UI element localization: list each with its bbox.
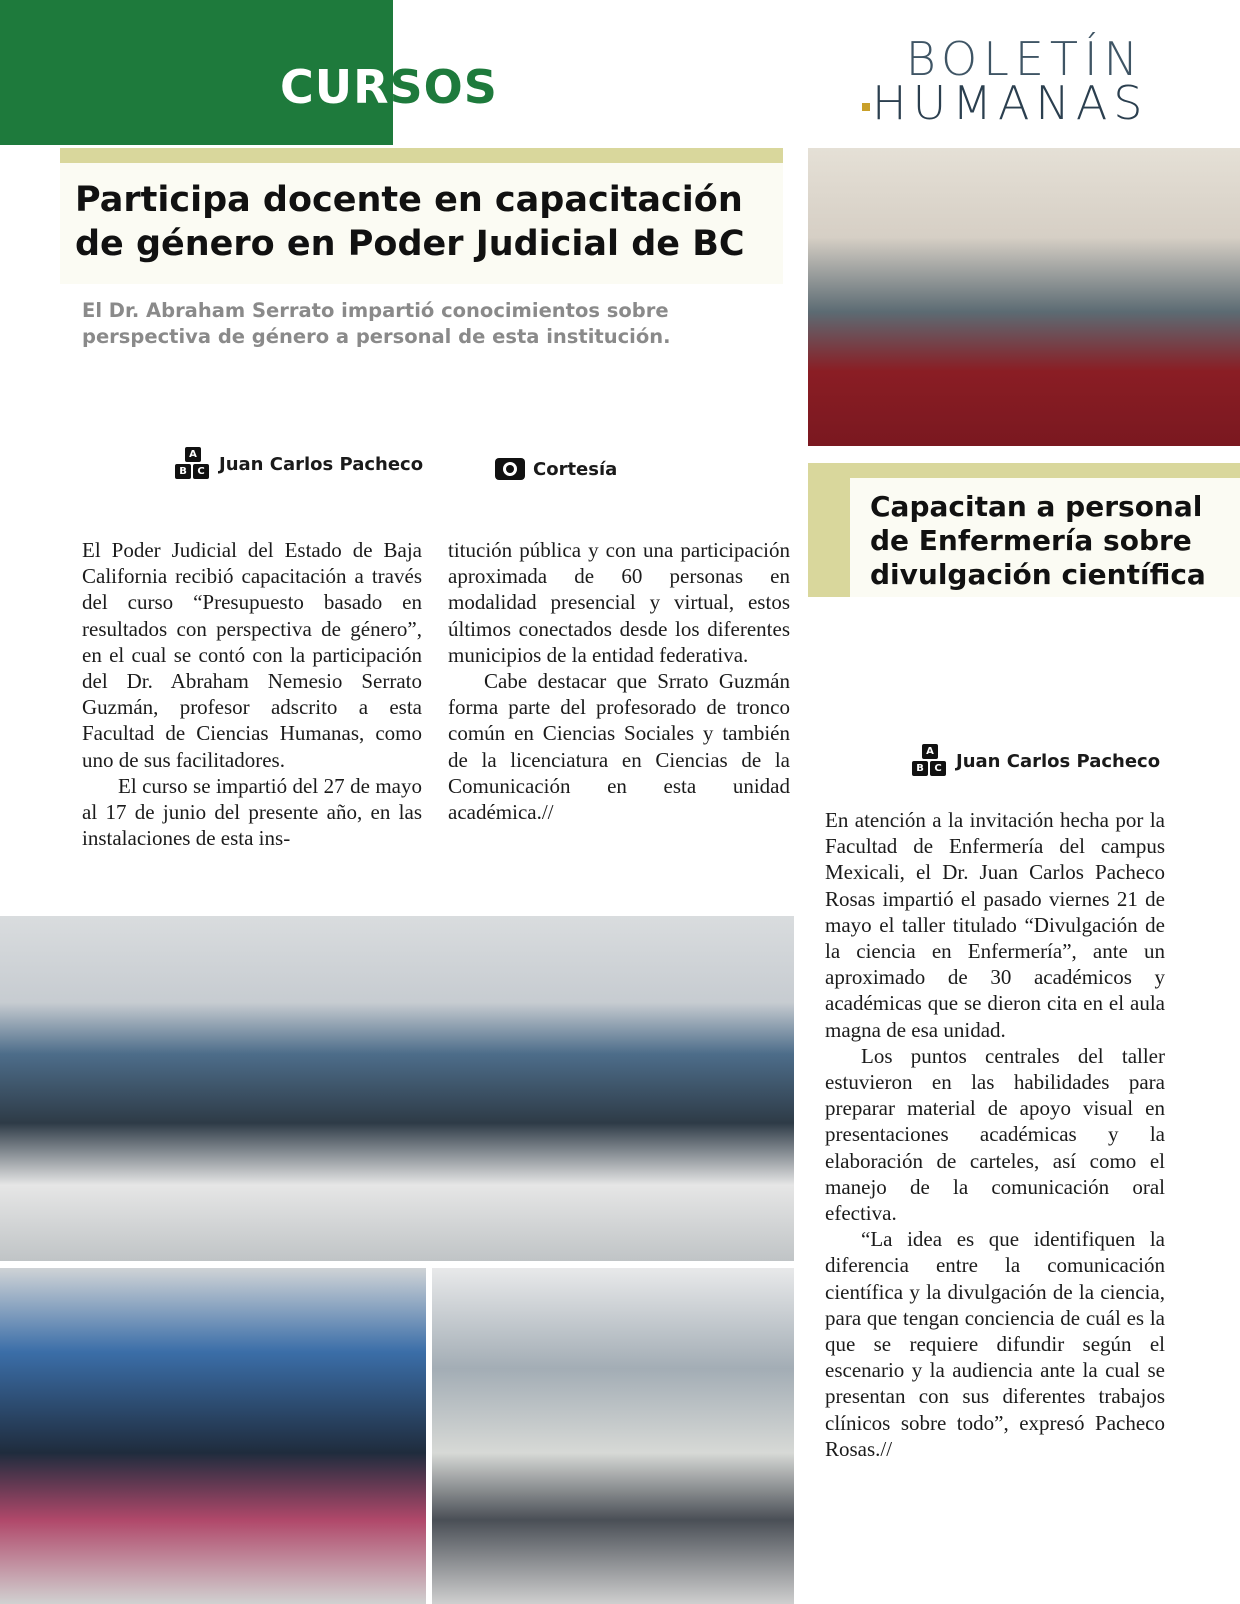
- article1-subhead: El Dr. Abraham Serrato impartió conocimientos sobre perspectiva de género a personal de esta institución.: [82, 299, 671, 348]
- article1-photo-credit: [495, 458, 617, 480]
- logo-line2-text: HUMANAS: [872, 76, 1149, 130]
- article1-col2-paragraph1: titución pública y con una participación aproximada de 60 personas en modalidad presencial y virtual, estos últimos conectados desde los diferentes municipios de la entidad federativa.: [448, 538, 790, 667]
- logo-line1: BOLETÍN: [905, 32, 1144, 86]
- article2-headline: Capacitan a personal de Enfermería sobre divulgación científica: [870, 490, 1206, 591]
- article1-column1: [82, 537, 422, 851]
- camera-icon: [495, 458, 525, 480]
- photo-certificates: [0, 1268, 426, 1604]
- article1-author-credit: [175, 447, 423, 481]
- article1-headline: Participa docente en capacitación de género en Poder Judicial de BC: [75, 180, 745, 264]
- article1-author: Juan Carlos Pacheco: [219, 453, 424, 475]
- publication-logo: [862, 30, 1172, 130]
- logo-accent-mark: [862, 103, 870, 111]
- abc-blocks-icon: A B C: [912, 744, 948, 778]
- article2-paragraph3: “La idea es que identifiquen la diferencia entre la comunicación científica y la divulgación de la ciencia, para que tengan conciencia de cuál es la que se requiere difundir según el escenario y la audiencia ante la cual se presentan con sus diferentes trabajos clínicos sobre todo”, expresó Pacheco Rosas.//: [825, 1227, 1165, 1461]
- group-photo-enfermeria: [808, 148, 1240, 446]
- group-photo-clausura: [0, 916, 794, 1261]
- section-title-part1: CUR: [280, 60, 390, 114]
- article1-column2: [448, 537, 790, 825]
- article1-col2-paragraph2: Cabe destacar que Srrato Guzmán forma parte del profesorado de tronco común en Ciencias Sociales y también de la licenciatura en Ciencias de la Comunicación en esta unidad académica.//: [448, 669, 790, 825]
- article2-author: Juan Carlos Pacheco: [956, 750, 1161, 772]
- article1-col1-paragraph2: El curso se impartió del 27 de mayo al 17 de junio del presente año, en las instalaciones de esta ins-: [82, 773, 422, 851]
- article2-paragraph1: En atención a la invitación hecha por la Facultad de Enfermería del campus Mexicali, el Dr. Juan Carlos Pacheco Rosas impartió el pasado viernes 21 de mayo el taller titulado “Divulgación de la ciencia en Enfermería”, ante un aproximado de 30 académicos y académicas que se dieron cita en el aula magna de esa unidad.: [825, 808, 1165, 1042]
- abc-blocks-icon: A B C: [175, 447, 211, 481]
- section-title: [280, 60, 498, 114]
- logo-line2: [862, 76, 1149, 130]
- article1-photo-credit-text: Cortesía: [533, 458, 618, 480]
- photo-speaker: [432, 1268, 794, 1604]
- article2-author-credit: [912, 744, 1160, 778]
- article2-column: [825, 807, 1165, 1462]
- article2-paragraph2: Los puntos centrales del taller estuvieron en las habilidades para preparar material de apoyo visual en presentaciones académicas y la elaboración de carteles, así como el manejo de la comunicación oral efectiva.: [825, 1043, 1165, 1226]
- section-title-part2: SOS: [389, 60, 498, 114]
- article1-col1-paragraph1: El Poder Judicial del Estado de Baja California recibió capacitación a través del curso “Presupuesto basado en resultados con perspectiva de género”, en el cual se contó con la participación del Dr. Abraham Nemesio Serrato Guzmán, profesor adscrito a esta Facultad de Ciencias Humanas, como uno de sus facilitadores.: [82, 538, 422, 772]
